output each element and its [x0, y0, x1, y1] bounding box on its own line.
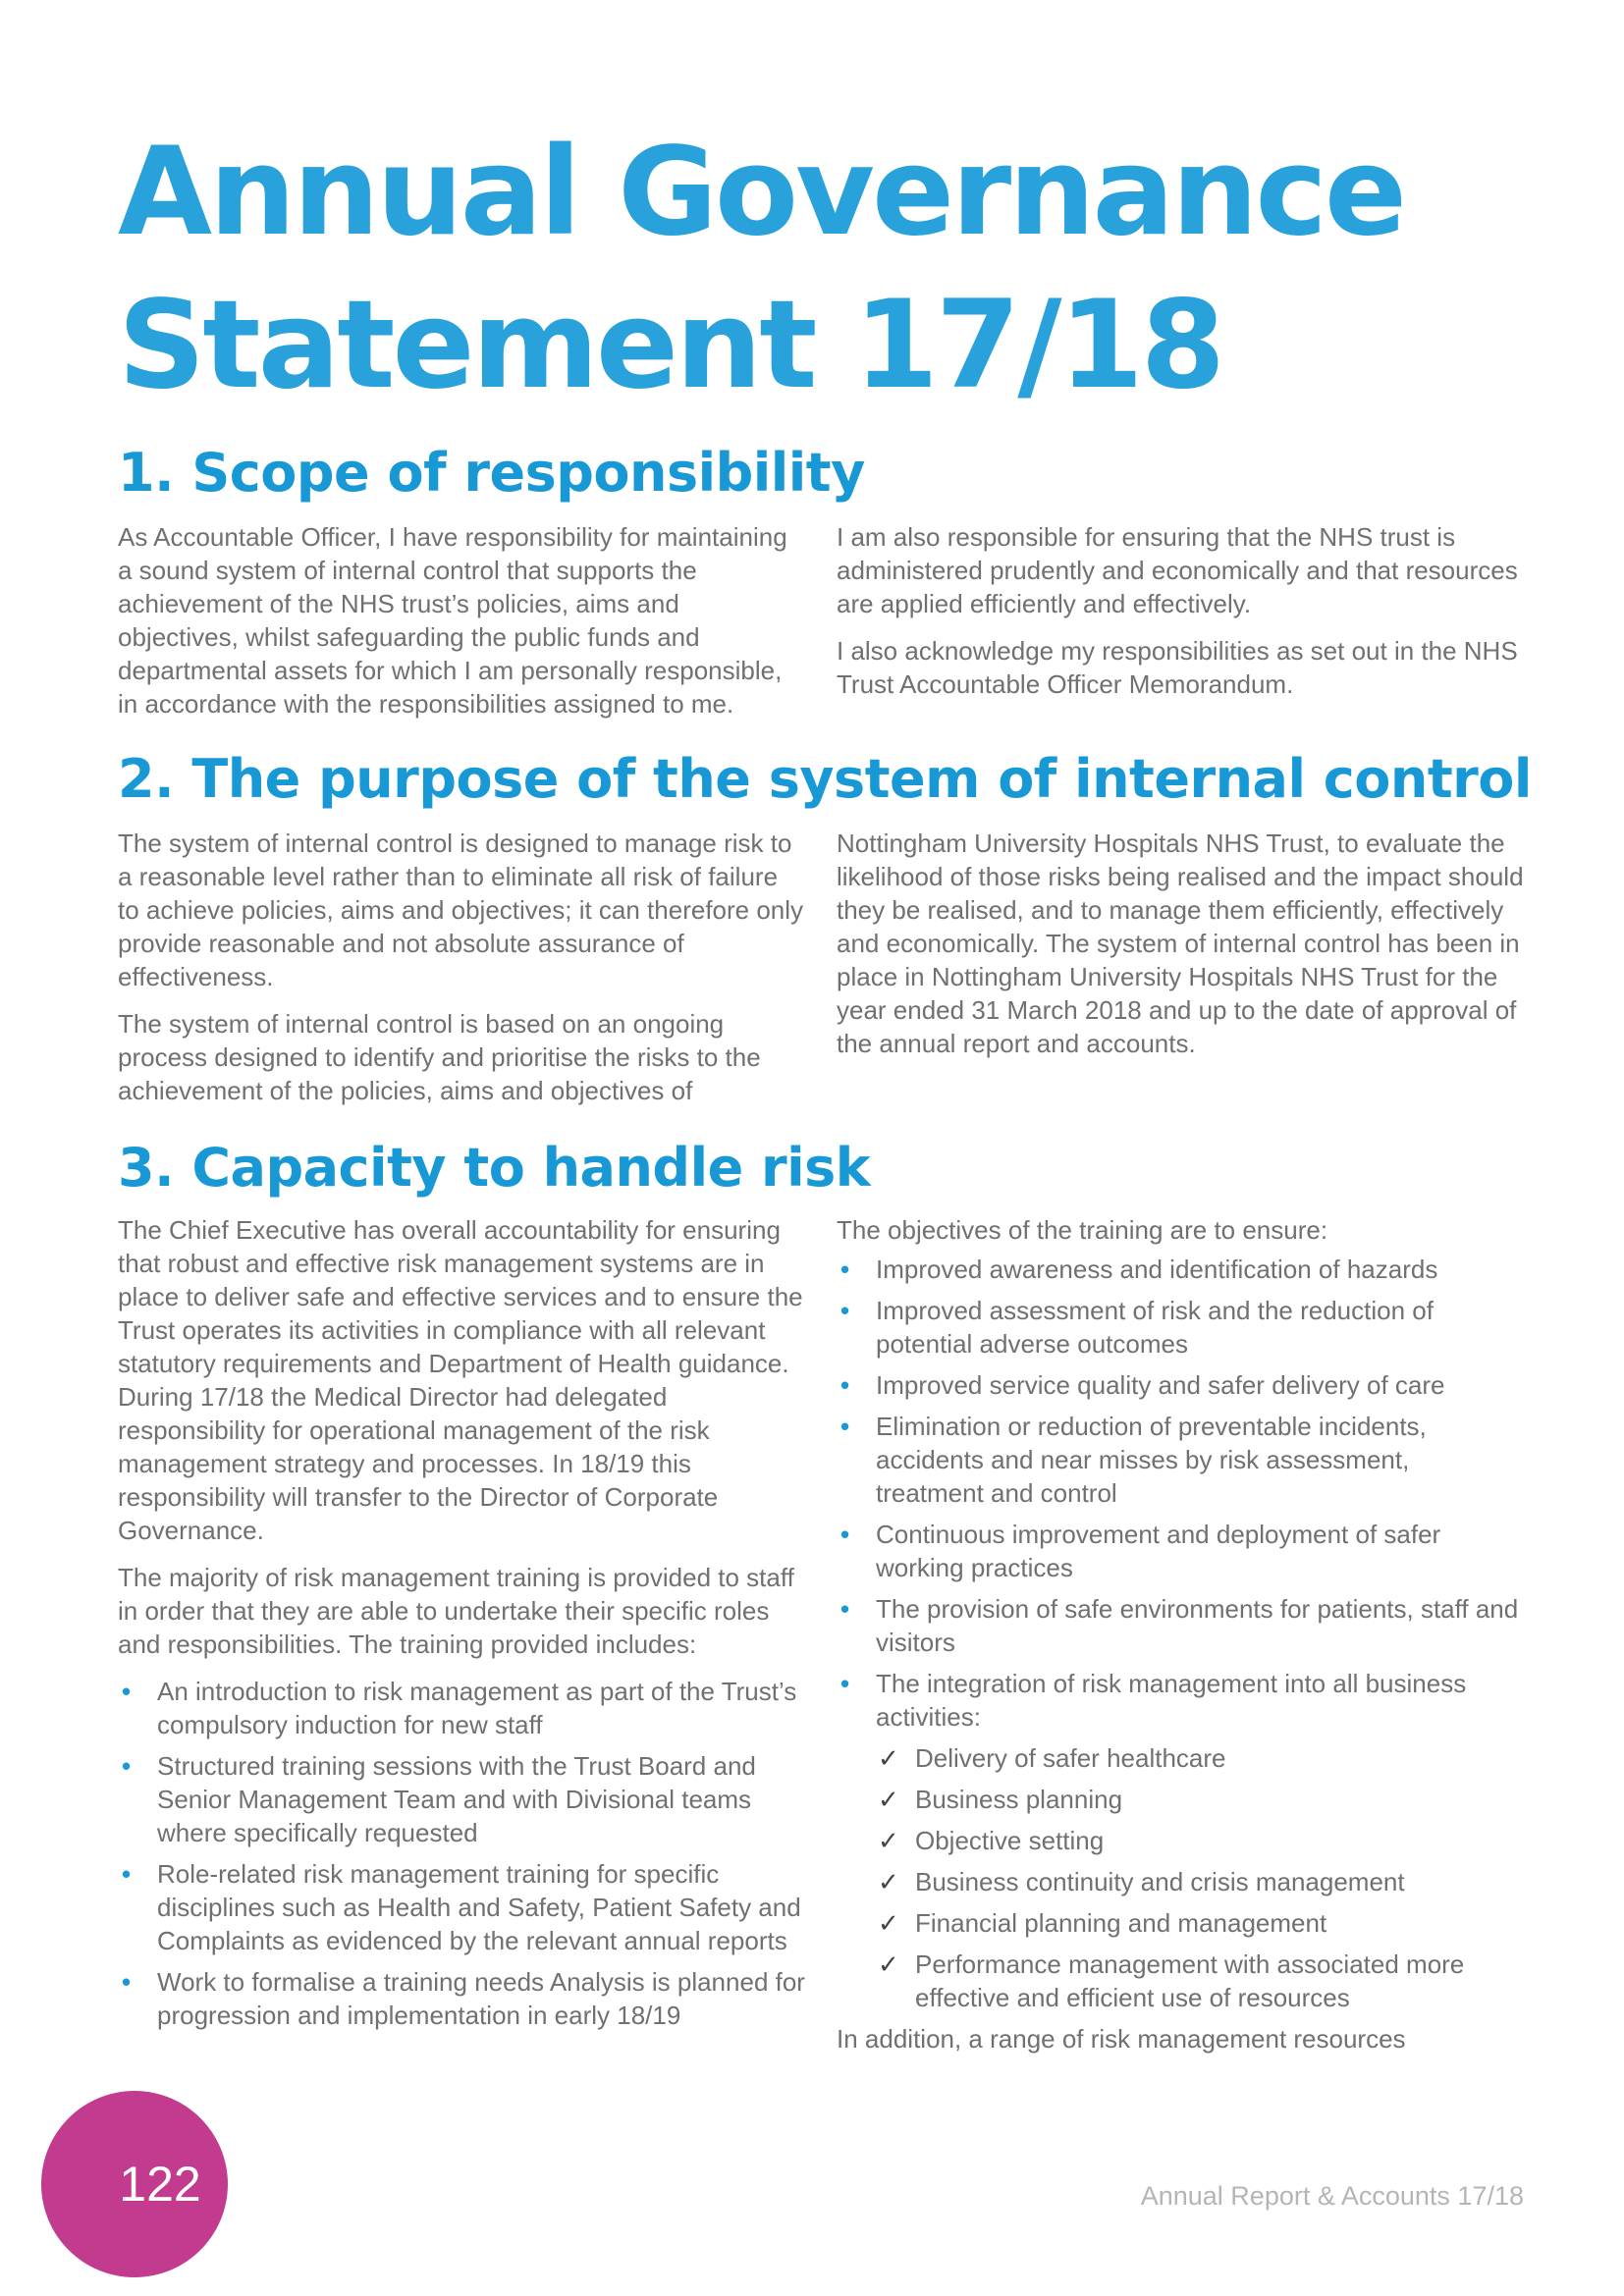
training-objectives-list [837, 1253, 1524, 1734]
check-item [837, 1741, 1524, 1775]
bullet-icon: • [840, 1255, 850, 1284]
check-item [837, 1865, 1524, 1898]
footer-publication-title: Annual Report & Accounts 17/18 [1140, 2181, 1524, 2211]
training-provided-list [118, 1675, 805, 2032]
business-activities-checklist [837, 1741, 1524, 2014]
list-item [837, 1253, 1524, 1286]
bullet-icon: • [840, 1296, 850, 1325]
list-item [837, 1294, 1524, 1361]
list-item-text: An introduction to risk management as part of the Trust’s compulsory induction for new staff [157, 1677, 797, 1739]
page-number-badge [41, 2091, 228, 2277]
paragraph: The majority of risk management training is provided to staff in order that they are able to undertake their specific roles and responsibilities. The training provided includes: [118, 1563, 794, 1659]
paragraph: I also acknowledge my responsibilities as set out in the NHS Trust Accountable Officer Memorandum. [837, 636, 1518, 699]
section2-right-column [837, 827, 1524, 1074]
list-item [837, 1410, 1524, 1510]
list-item-text: Improved service quality and safer delivery of care [876, 1370, 1445, 1400]
check-item [837, 1783, 1524, 1816]
section3-right-column [837, 1213, 1524, 2069]
check-item-text: Financial planning and management [915, 1908, 1327, 1938]
page-title [118, 116, 1512, 422]
bullet-icon: • [840, 1594, 850, 1624]
bullet-icon: • [122, 1751, 132, 1781]
check-item-text: Business planning [915, 1785, 1123, 1814]
paragraph: The Chief Executive has overall accountability for ensuring that robust and effective risk management systems are in place to deliver safe and effective services and to ensure the Trust operates its activities in compliance with all relevant statutory requirements and Department of Health guidance. During 17/18 the Medical Director had delegated responsibility for operational management of the risk management strategy and processes. In 18/19 this responsibility will transfer to the Director of Corporate Governance. [118, 1215, 803, 1545]
list-item [837, 1518, 1524, 1584]
list-item-text: Improved awareness and identification of hazards [876, 1255, 1438, 1284]
check-item [837, 1906, 1524, 1940]
list-item-text: Role-related risk management training for specific disciplines such as Health and Safety, Patient Safety and Complaints as evidenced by the relevant annual reports [157, 1859, 801, 1955]
paragraph: As Accountable Officer, I have responsibility for maintaining a sound system of internal control that supports the achievement of the NHS trust’s policies, aims and objectives, whilst safeguarding the public funds and departmental assets for which I am personally responsible, in accordance with the responsibilities assigned to me. [118, 522, 787, 719]
list-item [837, 1667, 1524, 1734]
paragraph: The system of internal control is based on an ongoing process designed to identify and prioritise the risks to the achievement of the policies, aims and objectives of [118, 1009, 761, 1105]
list-item [837, 1368, 1524, 1402]
list-item-text: Work to formalise a training needs Analysis is planned for progression and implementation in early 18/19 [157, 1967, 805, 2030]
page-number: 122 [119, 2157, 201, 2212]
check-item-text: Business continuity and crisis management [915, 1867, 1405, 1896]
list-item [118, 1965, 805, 2032]
list-item-text: Improved assessment of risk and the reduction of potential adverse outcomes [876, 1296, 1434, 1359]
paragraph: Nottingham University Hospitals NHS Trust, to evaluate the likelihood of those risks being realised and the impact should they be realised, and to manage them efficiently, effectively and economically. The system of internal control has been in place in Nottingham University Hospitals NHS Trust for the year ended 31 March 2018 and up to the date of approval of the annual report and accounts. [837, 828, 1524, 1058]
check-item-text: Delivery of safer healthcare [915, 1743, 1226, 1773]
check-item-text: Objective setting [915, 1826, 1105, 1855]
bullet-icon: • [122, 1859, 132, 1889]
checkmark-icon: ✓ [878, 1743, 899, 1773]
list-item-text: Structured training sessions with the Trust Board and Senior Management Team and with Divisional teams where specifically requested [157, 1751, 756, 1847]
checkmark-icon: ✓ [878, 1867, 899, 1896]
list-item [118, 1857, 805, 1957]
check-item [837, 1824, 1524, 1857]
list-item [118, 1675, 805, 1741]
section-heading-purpose: 2. The purpose of the system of internal control [118, 748, 1532, 810]
bullet-icon: • [840, 1669, 850, 1698]
section1-left-column [118, 520, 805, 734]
bullet-icon: • [122, 1967, 132, 1997]
section3-left-column [118, 1213, 805, 2040]
bullet-icon: • [840, 1370, 850, 1400]
bullet-icon: • [122, 1677, 132, 1706]
section2-left-column [118, 827, 805, 1121]
list-item-text: The integration of risk management into all business activities: [876, 1669, 1467, 1732]
bullet-icon: • [840, 1412, 850, 1441]
paragraph: In addition, a range of risk management resources [837, 2024, 1406, 2054]
paragraph: I am also responsible for ensuring that the NHS trust is administered prudently and economically and that resources are applied efficiently and effectively. [837, 522, 1518, 618]
section-heading-scope: 1. Scope of responsibility [118, 442, 865, 504]
check-item-text: Performance management with associated more effective and efficient use of resources [915, 1949, 1465, 2012]
list-item [118, 1749, 805, 1849]
section1-right-column [837, 520, 1524, 715]
page-title-line2: Statement 17/18 [118, 275, 1223, 416]
paragraph: The system of internal control is designed to manage risk to a reasonable level rather than to eliminate all risk of failure to achieve policies, aims and objectives; it can therefore only provide reasonable and not absolute assurance of effectiveness. [118, 828, 804, 991]
checkmark-icon: ✓ [878, 1826, 899, 1855]
paragraph: The objectives of the training are to ensure: [837, 1215, 1328, 1245]
list-item-text: The provision of safe environments for patients, staff and visitors [876, 1594, 1519, 1657]
checkmark-icon: ✓ [878, 1949, 899, 1979]
section-heading-capacity: 3. Capacity to handle risk [118, 1137, 871, 1199]
check-item [837, 1948, 1524, 2014]
list-item [837, 1592, 1524, 1659]
list-item-text: Continuous improvement and deployment of safer working practices [876, 1520, 1441, 1582]
bullet-icon: • [840, 1520, 850, 1549]
list-item-text: Elimination or reduction of preventable incidents, accidents and near misses by risk assessment, treatment and control [876, 1412, 1427, 1508]
checkmark-icon: ✓ [878, 1785, 899, 1814]
checkmark-icon: ✓ [878, 1908, 899, 1938]
page-title-line1: Annual Governance [118, 122, 1405, 263]
